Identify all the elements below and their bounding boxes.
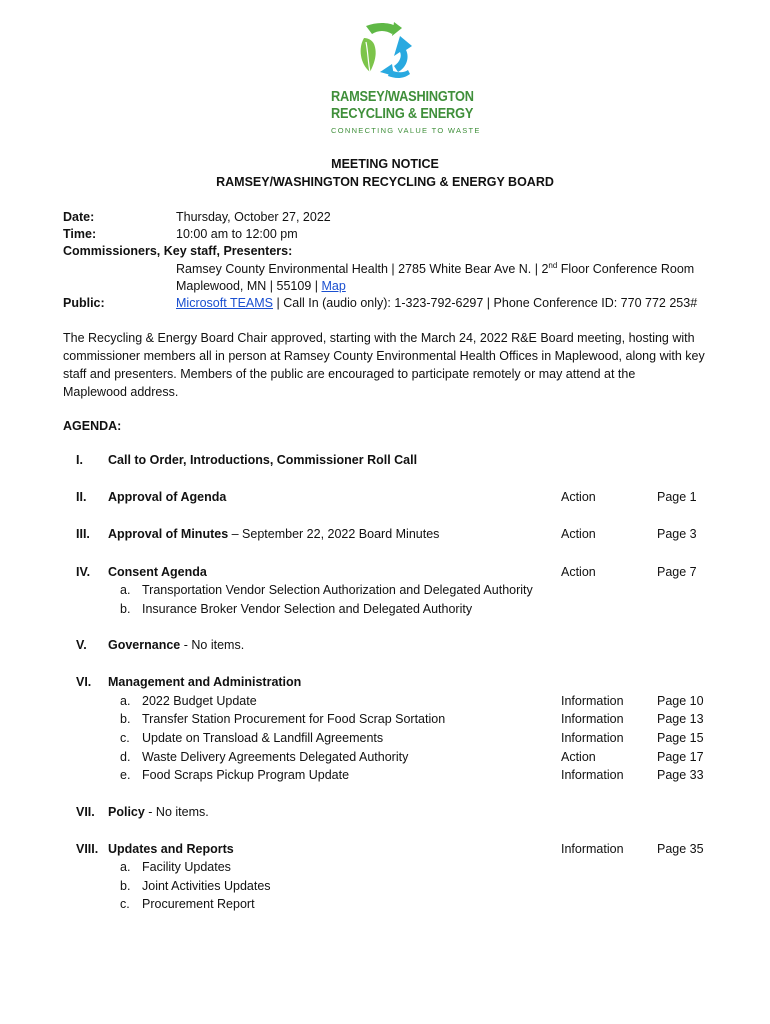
org-name-line2: RECYCLING & ENERGY <box>331 106 474 122</box>
sub-item-text: Facility Updates <box>142 860 231 874</box>
location-address: Ramsey County Environmental Health | 2785 White Bear Ave N. | 2nd Floor Conference Room <box>176 260 695 276</box>
agenda-item-title: Approval of Agenda <box>108 490 227 504</box>
sub-item-action: Information <box>561 731 624 745</box>
sub-item-page: Page 13 <box>657 712 704 726</box>
sub-item-letter: b. <box>120 879 131 893</box>
agenda-item-number: VI. <box>76 675 92 689</box>
public-label: Public: <box>63 296 105 310</box>
sub-item-letter: e. <box>120 768 131 782</box>
intro-line: Maplewood address. <box>63 385 179 399</box>
sub-item-letter: b. <box>120 712 131 726</box>
sub-item-page: Page 15 <box>657 731 704 745</box>
agenda-item-number: III. <box>76 527 90 541</box>
intro-line: The Recycling & Energy Board Chair approved, starting with the March 24, 2022 R&E Board meeting, hosting with <box>63 331 695 345</box>
agenda-item-action: Information <box>561 842 624 856</box>
agenda-item-page: Page 7 <box>657 565 697 579</box>
sub-item-page: Page 17 <box>657 750 704 764</box>
org-name-line1: RAMSEY/WASHINGTON <box>331 89 474 105</box>
commissioners-label: Commissioners, Key staff, Presenters: <box>63 244 293 258</box>
agenda-item-page: Page 35 <box>657 842 704 856</box>
agenda-item-page: Page 1 <box>657 490 697 504</box>
sub-item-action: Information <box>561 768 624 782</box>
agenda-item-number: II. <box>76 490 87 504</box>
sub-item-action: Action <box>561 750 596 764</box>
sub-item-text: Insurance Broker Vendor Selection and Delegated Authority <box>142 602 473 616</box>
sub-item-text: Procurement Report <box>142 897 255 911</box>
intro-line: commissioner members all in person at Ramsey County Environmental Health Offices in Maplewood, along with key <box>63 349 705 363</box>
date-label: Date: <box>63 210 95 224</box>
agenda-item-title: Management and Administration <box>108 675 302 689</box>
agenda-item-number: I. <box>76 453 83 467</box>
agenda-item-title: Call to Order, Introductions, Commissioner Roll Call <box>108 453 418 467</box>
sub-item-text: Food Scraps Pickup Program Update <box>142 768 350 782</box>
time-value: 10:00 am to 12:00 pm <box>176 227 298 241</box>
sub-item-text: Waste Delivery Agreements Delegated Authority <box>142 750 409 764</box>
sub-item-action: Information <box>561 712 624 726</box>
agenda-item-number: V. <box>76 638 87 652</box>
agenda-item-page: Page 3 <box>657 527 697 541</box>
location-city: Maplewood, MN | 55109 | Map <box>176 279 346 293</box>
agenda-item-action: Action <box>561 565 596 579</box>
agenda-item-title: Consent Agenda <box>108 565 207 579</box>
sub-item-text: Update on Transload & Landfill Agreements <box>142 731 384 745</box>
agenda-item-title-row: Approval of Minutes – September 22, 2022 Board Minutes <box>108 527 440 541</box>
agenda-item-title-row: Governance - No items. <box>108 638 245 652</box>
intro-line: staff and presenters. Members of the public are encouraged to participate remotely or may attend at the <box>63 367 636 381</box>
agenda-item-number: IV. <box>76 565 91 579</box>
sub-item-letter: c. <box>120 731 130 745</box>
sub-item-action: Information <box>561 694 624 708</box>
sub-item-letter: d. <box>120 750 131 764</box>
map-link[interactable]: Map <box>321 279 346 293</box>
sub-item-page: Page 33 <box>657 768 704 782</box>
sub-item-text: Transfer Station Procurement for Food Scrap Sortation <box>142 712 446 726</box>
sub-item-letter: a. <box>120 860 131 874</box>
agenda-item-title: Approval of Minutes <box>108 527 229 541</box>
sub-item-letter: b. <box>120 602 131 616</box>
time-label: Time: <box>63 227 97 241</box>
date-value: Thursday, October 27, 2022 <box>176 210 331 224</box>
sub-item-page: Page 10 <box>657 694 704 708</box>
sub-item-letter: a. <box>120 583 131 597</box>
agenda-item-title: Updates and Reports <box>108 842 234 856</box>
org-tagline: CONNECTING VALUE TO WASTE <box>331 126 481 135</box>
agenda-heading: AGENDA: <box>63 419 122 433</box>
agenda-item-title: Governance <box>108 638 181 652</box>
sub-item-text: 2022 Budget Update <box>142 694 257 708</box>
notice-title: MEETING NOTICE <box>331 157 439 171</box>
sub-item-letter: a. <box>120 694 131 708</box>
sub-item-text: Transportation Vendor Selection Authorization and Delegated Authority <box>142 583 533 597</box>
teams-link[interactable]: Microsoft TEAMS <box>176 296 274 310</box>
agenda-item-action: Action <box>561 490 596 504</box>
agenda-item-title-row: Policy - No items. <box>108 805 209 819</box>
agenda-item-action: Action <box>561 527 596 541</box>
sub-item-text: Joint Activities Updates <box>142 879 271 893</box>
agenda-item-number: VIII. <box>76 842 99 856</box>
agenda-item-title: Policy <box>108 805 145 819</box>
agenda-item-number: VII. <box>76 805 95 819</box>
public-access: Microsoft TEAMS | Call In (audio only): 1-323-792-6297 | Phone Conference ID: 770 772 253# <box>176 296 698 310</box>
board-name: RAMSEY/WASHINGTON RECYCLING & ENERGY BOARD <box>216 175 554 189</box>
recycling-logo-icon <box>356 20 420 82</box>
sub-item-letter: c. <box>120 897 130 911</box>
